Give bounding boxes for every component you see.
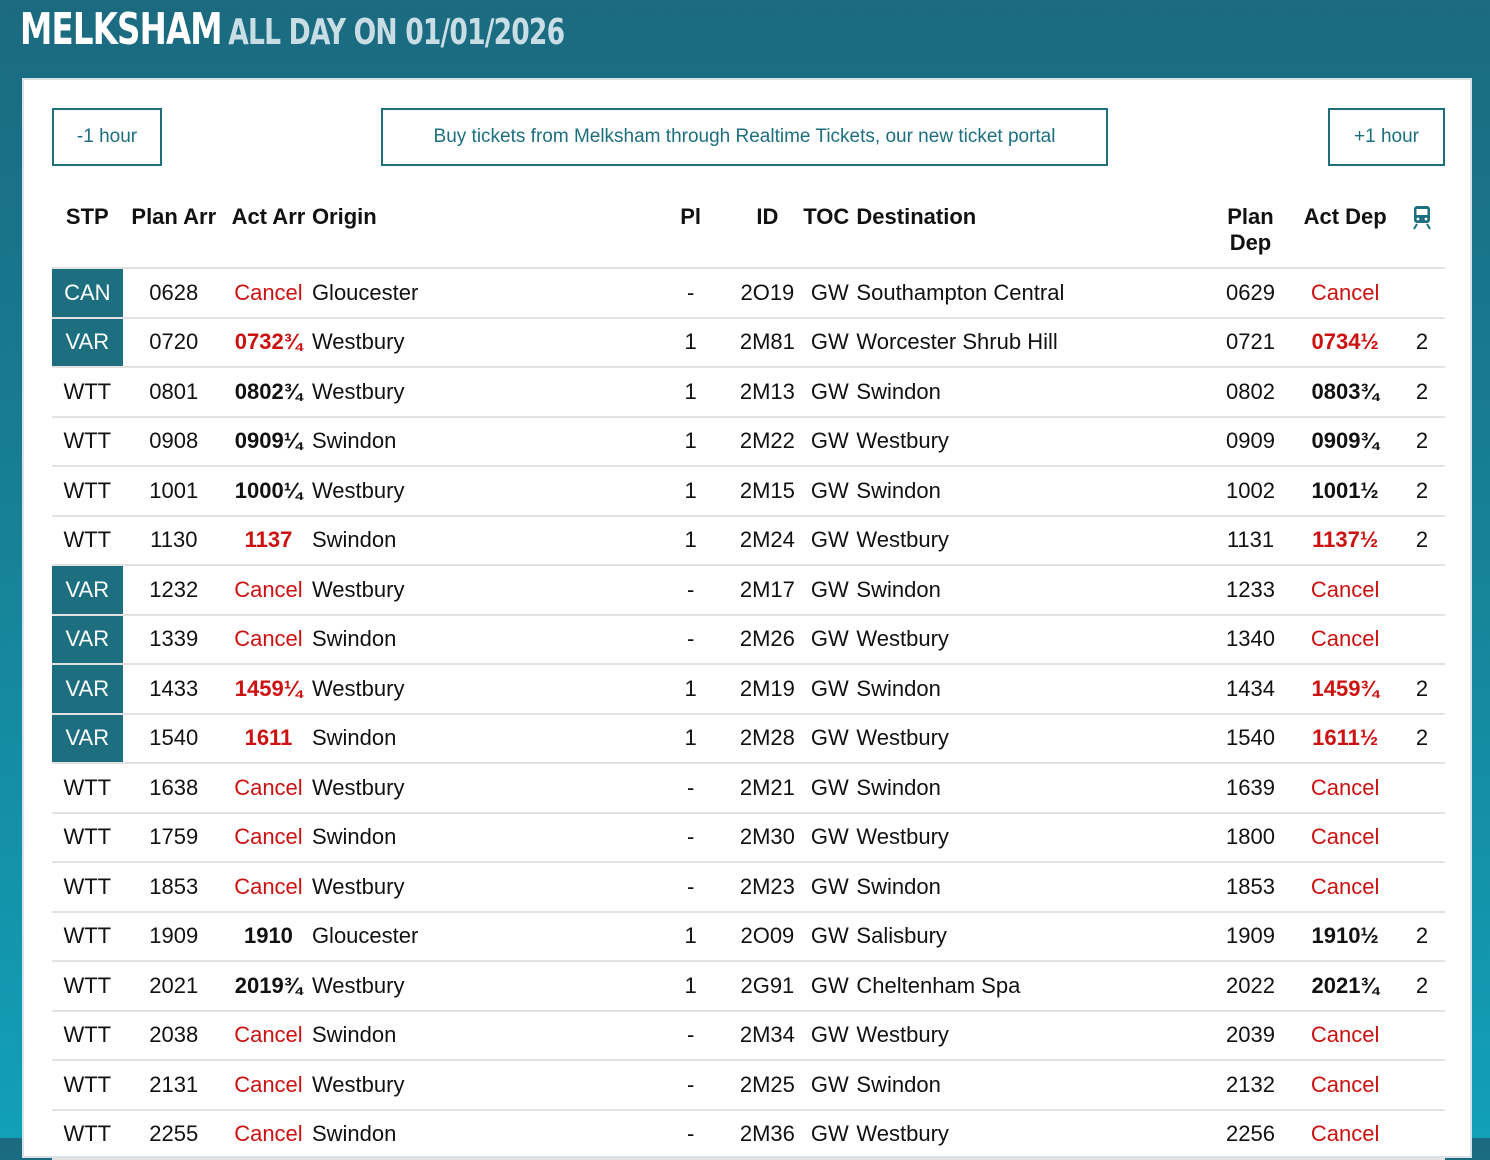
plan-dep-cell: 0909 (1210, 417, 1292, 467)
origin-cell: Gloucester (312, 912, 650, 962)
platform-cell: 1 (650, 912, 732, 962)
plan-arr-cell: 0908 (123, 417, 225, 467)
toc-cell: GW (803, 664, 856, 714)
table-row[interactable] (52, 1011, 1445, 1061)
act-dep-cell: 0803¾ (1291, 367, 1398, 417)
act-arr-cell: Cancel (225, 763, 312, 813)
act-dep-cell: 0909¾ (1291, 417, 1398, 467)
destination-cell: Worcester Shrub Hill (856, 318, 1209, 368)
page-title (20, 4, 564, 55)
platform-cell: - (650, 1011, 732, 1061)
platform-cell: - (650, 813, 732, 863)
origin-cell: Swindon (312, 1110, 650, 1160)
act-arr-cell: Cancel (225, 1110, 312, 1160)
stp-cell: VAR (52, 565, 123, 615)
plan-arr-cell: 1759 (123, 813, 225, 863)
destination-cell: Westbury (856, 615, 1209, 665)
origin-cell: Westbury (312, 664, 650, 714)
table-row[interactable] (52, 565, 1445, 615)
toc-cell: GW (803, 961, 856, 1011)
act-dep-cell: 0734½ (1291, 318, 1398, 368)
col-toc: TOC (803, 204, 850, 229)
plat-count-cell (1399, 565, 1445, 615)
col-plan-arr: Plan Arr (131, 204, 217, 229)
plat-count-cell: 2 (1399, 961, 1445, 1011)
platform-cell: 1 (650, 318, 732, 368)
toc-cell: GW (803, 714, 856, 764)
headcode-cell: 2O09 (732, 912, 804, 962)
headcode-cell: 2M15 (732, 466, 804, 516)
act-arr-cell: 0909¼ (225, 417, 312, 467)
platform-cell: 1 (650, 367, 732, 417)
plat-count-cell: 2 (1399, 367, 1445, 417)
act-dep-cell: Cancel (1291, 763, 1398, 813)
act-dep-cell: Cancel (1291, 565, 1398, 615)
toc-cell: GW (803, 763, 856, 813)
platform-cell: - (650, 615, 732, 665)
plan-dep-cell: 1853 (1210, 862, 1292, 912)
col-origin: Origin (311, 204, 377, 229)
headcode-cell: 2M81 (732, 318, 804, 368)
plan-dep-cell: 2132 (1210, 1060, 1292, 1110)
headcode-cell: 2M34 (732, 1011, 804, 1061)
plan-dep-cell: 0802 (1210, 367, 1292, 417)
plat-count-cell (1399, 813, 1445, 863)
origin-cell: Westbury (312, 1060, 650, 1110)
act-arr-cell: 1000¼ (225, 466, 312, 516)
plan-arr-cell: 1853 (123, 862, 225, 912)
stp-cell: WTT (52, 961, 123, 1011)
toc-cell: GW (803, 862, 856, 912)
stp-cell: VAR (52, 714, 123, 764)
act-arr-cell: Cancel (225, 1011, 312, 1061)
origin-cell: Westbury (312, 367, 650, 417)
plan-dep-cell: 2256 (1210, 1110, 1292, 1160)
stp-cell: WTT (52, 516, 123, 566)
plan-dep-cell: 2039 (1210, 1011, 1292, 1061)
col-train-icon (1399, 198, 1445, 268)
plan-arr-cell: 1339 (123, 615, 225, 665)
plan-dep-cell: 1909 (1210, 912, 1292, 962)
plat-count-cell (1399, 615, 1445, 665)
act-arr-cell: Cancel (225, 1060, 312, 1110)
origin-cell: Swindon (312, 714, 650, 764)
headcode-cell: 2M17 (732, 565, 804, 615)
origin-cell: Swindon (312, 417, 650, 467)
toc-cell: GW (803, 1060, 856, 1110)
platform-cell: - (650, 763, 732, 813)
col-platform: Pl (680, 204, 702, 229)
plat-count-cell (1399, 862, 1445, 912)
stp-cell: VAR (52, 664, 123, 714)
act-arr-cell: 2019¾ (225, 961, 312, 1011)
plan-dep-cell: 1434 (1210, 664, 1292, 714)
act-arr-cell: Cancel (225, 268, 312, 318)
table-row[interactable] (52, 318, 1445, 368)
plat-count-cell: 2 (1399, 912, 1445, 962)
act-arr-cell: 1611 (225, 714, 312, 764)
plat-count-cell: 2 (1399, 516, 1445, 566)
plan-arr-cell: 0720 (123, 318, 225, 368)
platform-cell: - (650, 862, 732, 912)
plan-dep-cell: 1340 (1210, 615, 1292, 665)
departures-panel (22, 78, 1472, 1158)
table-row[interactable] (52, 367, 1445, 417)
col-plan-dep: Plan Dep (1227, 204, 1274, 255)
origin-cell: Swindon (312, 1011, 650, 1061)
plat-count-cell (1399, 268, 1445, 318)
act-dep-cell: Cancel (1291, 813, 1398, 863)
plan-dep-cell: 0629 (1210, 268, 1292, 318)
destination-cell: Westbury (856, 714, 1209, 764)
platform-cell: - (650, 268, 732, 318)
col-act-dep: Act Dep (1303, 204, 1387, 229)
stp-cell: WTT (52, 367, 123, 417)
plan-arr-cell: 2021 (123, 961, 225, 1011)
stp-cell: VAR (52, 318, 123, 368)
table-row[interactable] (52, 664, 1445, 714)
table-row[interactable] (52, 516, 1445, 566)
destination-cell: Swindon (856, 763, 1209, 813)
plan-arr-cell: 1909 (123, 912, 225, 962)
origin-cell: Westbury (312, 318, 650, 368)
table-row[interactable] (52, 417, 1445, 467)
act-dep-cell: Cancel (1291, 1011, 1398, 1061)
services-table (52, 198, 1445, 1160)
stp-cell: WTT (52, 466, 123, 516)
table-row[interactable] (52, 763, 1445, 813)
destination-cell: Swindon (856, 1060, 1209, 1110)
act-dep-cell: 2021¾ (1291, 961, 1398, 1011)
buy-tickets-link[interactable]: Buy tickets from Melksham through Realtime Tickets, our new ticket portal (381, 108, 1108, 166)
stp-cell: WTT (52, 763, 123, 813)
platform-cell: 1 (650, 417, 732, 467)
table-row[interactable] (52, 1110, 1445, 1160)
plan-arr-cell: 1433 (123, 664, 225, 714)
origin-cell: Swindon (312, 813, 650, 863)
stp-cell: WTT (52, 417, 123, 467)
toc-cell: GW (803, 367, 856, 417)
plat-count-cell (1399, 763, 1445, 813)
plan-arr-cell: 1232 (123, 565, 225, 615)
plat-count-cell (1399, 1110, 1445, 1160)
platform-cell: 1 (650, 961, 732, 1011)
platform-cell: - (650, 1110, 732, 1160)
destination-cell: Southampton Central (856, 268, 1209, 318)
plan-dep-cell: 0721 (1210, 318, 1292, 368)
table-row[interactable] (52, 714, 1445, 764)
headcode-cell: 2M21 (732, 763, 804, 813)
destination-cell: Swindon (856, 466, 1209, 516)
platform-cell: 1 (650, 466, 732, 516)
table-row[interactable] (52, 961, 1445, 1011)
headcode-cell: 2G91 (732, 961, 804, 1011)
table-row[interactable] (52, 813, 1445, 863)
plan-dep-cell: 2022 (1210, 961, 1292, 1011)
plat-count-cell (1399, 1060, 1445, 1110)
destination-cell: Westbury (856, 813, 1209, 863)
act-dep-cell: 1459¾ (1291, 664, 1398, 714)
destination-cell: Swindon (856, 664, 1209, 714)
act-arr-cell: 0802¾ (225, 367, 312, 417)
table-header-row (52, 198, 1445, 268)
toc-cell: GW (803, 318, 856, 368)
act-dep-cell: 1611½ (1291, 714, 1398, 764)
plan-arr-cell: 2038 (123, 1011, 225, 1061)
stp-cell: WTT (52, 912, 123, 962)
destination-cell: Swindon (856, 367, 1209, 417)
origin-cell: Swindon (312, 516, 650, 566)
act-dep-cell: 1001½ (1291, 466, 1398, 516)
act-arr-cell: Cancel (225, 813, 312, 863)
headcode-cell: 2O19 (732, 268, 804, 318)
headcode-cell: 2M24 (732, 516, 804, 566)
destination-cell: Westbury (856, 1110, 1209, 1160)
destination-cell: Salisbury (856, 912, 1209, 962)
toc-cell: GW (803, 813, 856, 863)
col-act-arr: Act Arr (231, 204, 306, 229)
headcode-cell: 2M30 (732, 813, 804, 863)
table-row[interactable] (52, 862, 1445, 912)
date-subtitle: ALL DAY ON 01/01/2026 (228, 12, 565, 53)
stp-cell: CAN (52, 268, 123, 318)
page-header (0, 0, 1490, 76)
plan-arr-cell: 0628 (123, 268, 225, 318)
act-dep-cell: 1910½ (1291, 912, 1398, 962)
act-arr-cell: Cancel (225, 862, 312, 912)
toc-cell: GW (803, 417, 856, 467)
toc-cell: GW (803, 516, 856, 566)
stp-cell: WTT (52, 1060, 123, 1110)
origin-cell: Westbury (312, 466, 650, 516)
headcode-cell: 2M25 (732, 1060, 804, 1110)
plan-dep-cell: 1639 (1210, 763, 1292, 813)
headcode-cell: 2M19 (732, 664, 804, 714)
act-dep-cell: Cancel (1291, 268, 1398, 318)
act-dep-cell: Cancel (1291, 615, 1398, 665)
platform-cell: 1 (650, 516, 732, 566)
act-arr-cell: 1137 (225, 516, 312, 566)
plat-count-cell: 2 (1399, 318, 1445, 368)
next-hour-button[interactable]: +1 hour (1328, 108, 1445, 166)
origin-cell: Westbury (312, 763, 650, 813)
platform-cell: 1 (650, 664, 732, 714)
toc-cell: GW (803, 268, 856, 318)
origin-cell: Westbury (312, 565, 650, 615)
headcode-cell: 2M23 (732, 862, 804, 912)
headcode-cell: 2M13 (732, 367, 804, 417)
origin-cell: Gloucester (312, 268, 650, 318)
toc-cell: GW (803, 1011, 856, 1061)
act-arr-cell: 1910 (225, 912, 312, 962)
station-name: MELKSHAM (20, 4, 222, 55)
destination-cell: Swindon (856, 565, 1209, 615)
headcode-cell: 2M28 (732, 714, 804, 764)
stp-cell: WTT (52, 813, 123, 863)
train-icon (1412, 204, 1432, 230)
col-destination: Destination (856, 204, 977, 229)
destination-cell: Swindon (856, 862, 1209, 912)
table-row[interactable] (52, 615, 1445, 665)
plan-arr-cell: 1130 (123, 516, 225, 566)
toc-cell: GW (803, 912, 856, 962)
headcode-cell: 2M26 (732, 615, 804, 665)
plan-arr-cell: 1001 (123, 466, 225, 516)
toc-cell: GW (803, 1110, 856, 1160)
plan-arr-cell: 2131 (123, 1060, 225, 1110)
act-arr-cell: Cancel (225, 565, 312, 615)
table-row[interactable] (52, 912, 1445, 962)
origin-cell: Westbury (312, 862, 650, 912)
plan-arr-cell: 1540 (123, 714, 225, 764)
plan-arr-cell: 2255 (123, 1110, 225, 1160)
col-stp: STP (65, 204, 109, 229)
act-arr-cell: 1459¼ (225, 664, 312, 714)
destination-cell: Westbury (856, 516, 1209, 566)
destination-cell: Westbury (856, 417, 1209, 467)
stp-cell: WTT (52, 1110, 123, 1160)
act-arr-cell: Cancel (225, 615, 312, 665)
destination-cell: Cheltenham Spa (856, 961, 1209, 1011)
destination-cell: Westbury (856, 1011, 1209, 1061)
platform-cell: 1 (650, 714, 732, 764)
act-dep-cell: 1137½ (1291, 516, 1398, 566)
stp-cell: VAR (52, 615, 123, 665)
plan-dep-cell: 1131 (1210, 516, 1292, 566)
col-id: ID (756, 204, 779, 229)
plan-arr-cell: 0801 (123, 367, 225, 417)
plan-dep-cell: 1800 (1210, 813, 1292, 863)
plat-count-cell: 2 (1399, 714, 1445, 764)
plan-arr-cell: 1638 (123, 763, 225, 813)
headcode-cell: 2M22 (732, 417, 804, 467)
toc-cell: GW (803, 565, 856, 615)
plan-dep-cell: 1233 (1210, 565, 1292, 615)
toc-cell: GW (803, 466, 856, 516)
stp-cell: WTT (52, 862, 123, 912)
table-row[interactable] (52, 466, 1445, 516)
toc-cell: GW (803, 615, 856, 665)
stp-cell: WTT (52, 1011, 123, 1061)
origin-cell: Westbury (312, 961, 650, 1011)
prev-hour-button[interactable]: -1 hour (52, 108, 162, 166)
act-dep-cell: Cancel (1291, 1110, 1398, 1160)
plat-count-cell: 2 (1399, 466, 1445, 516)
plat-count-cell: 2 (1399, 417, 1445, 467)
table-row[interactable] (52, 1060, 1445, 1110)
plat-count-cell: 2 (1399, 664, 1445, 714)
plan-dep-cell: 1540 (1210, 714, 1292, 764)
table-body (52, 268, 1445, 1159)
table-row[interactable] (52, 268, 1445, 318)
headcode-cell: 2M36 (732, 1110, 804, 1160)
act-dep-cell: Cancel (1291, 862, 1398, 912)
act-arr-cell: 0732¾ (225, 318, 312, 368)
origin-cell: Swindon (312, 615, 650, 665)
platform-cell: - (650, 565, 732, 615)
plat-count-cell (1399, 1011, 1445, 1061)
plan-dep-cell: 1002 (1210, 466, 1292, 516)
act-dep-cell: Cancel (1291, 1060, 1398, 1110)
platform-cell: - (650, 1060, 732, 1110)
